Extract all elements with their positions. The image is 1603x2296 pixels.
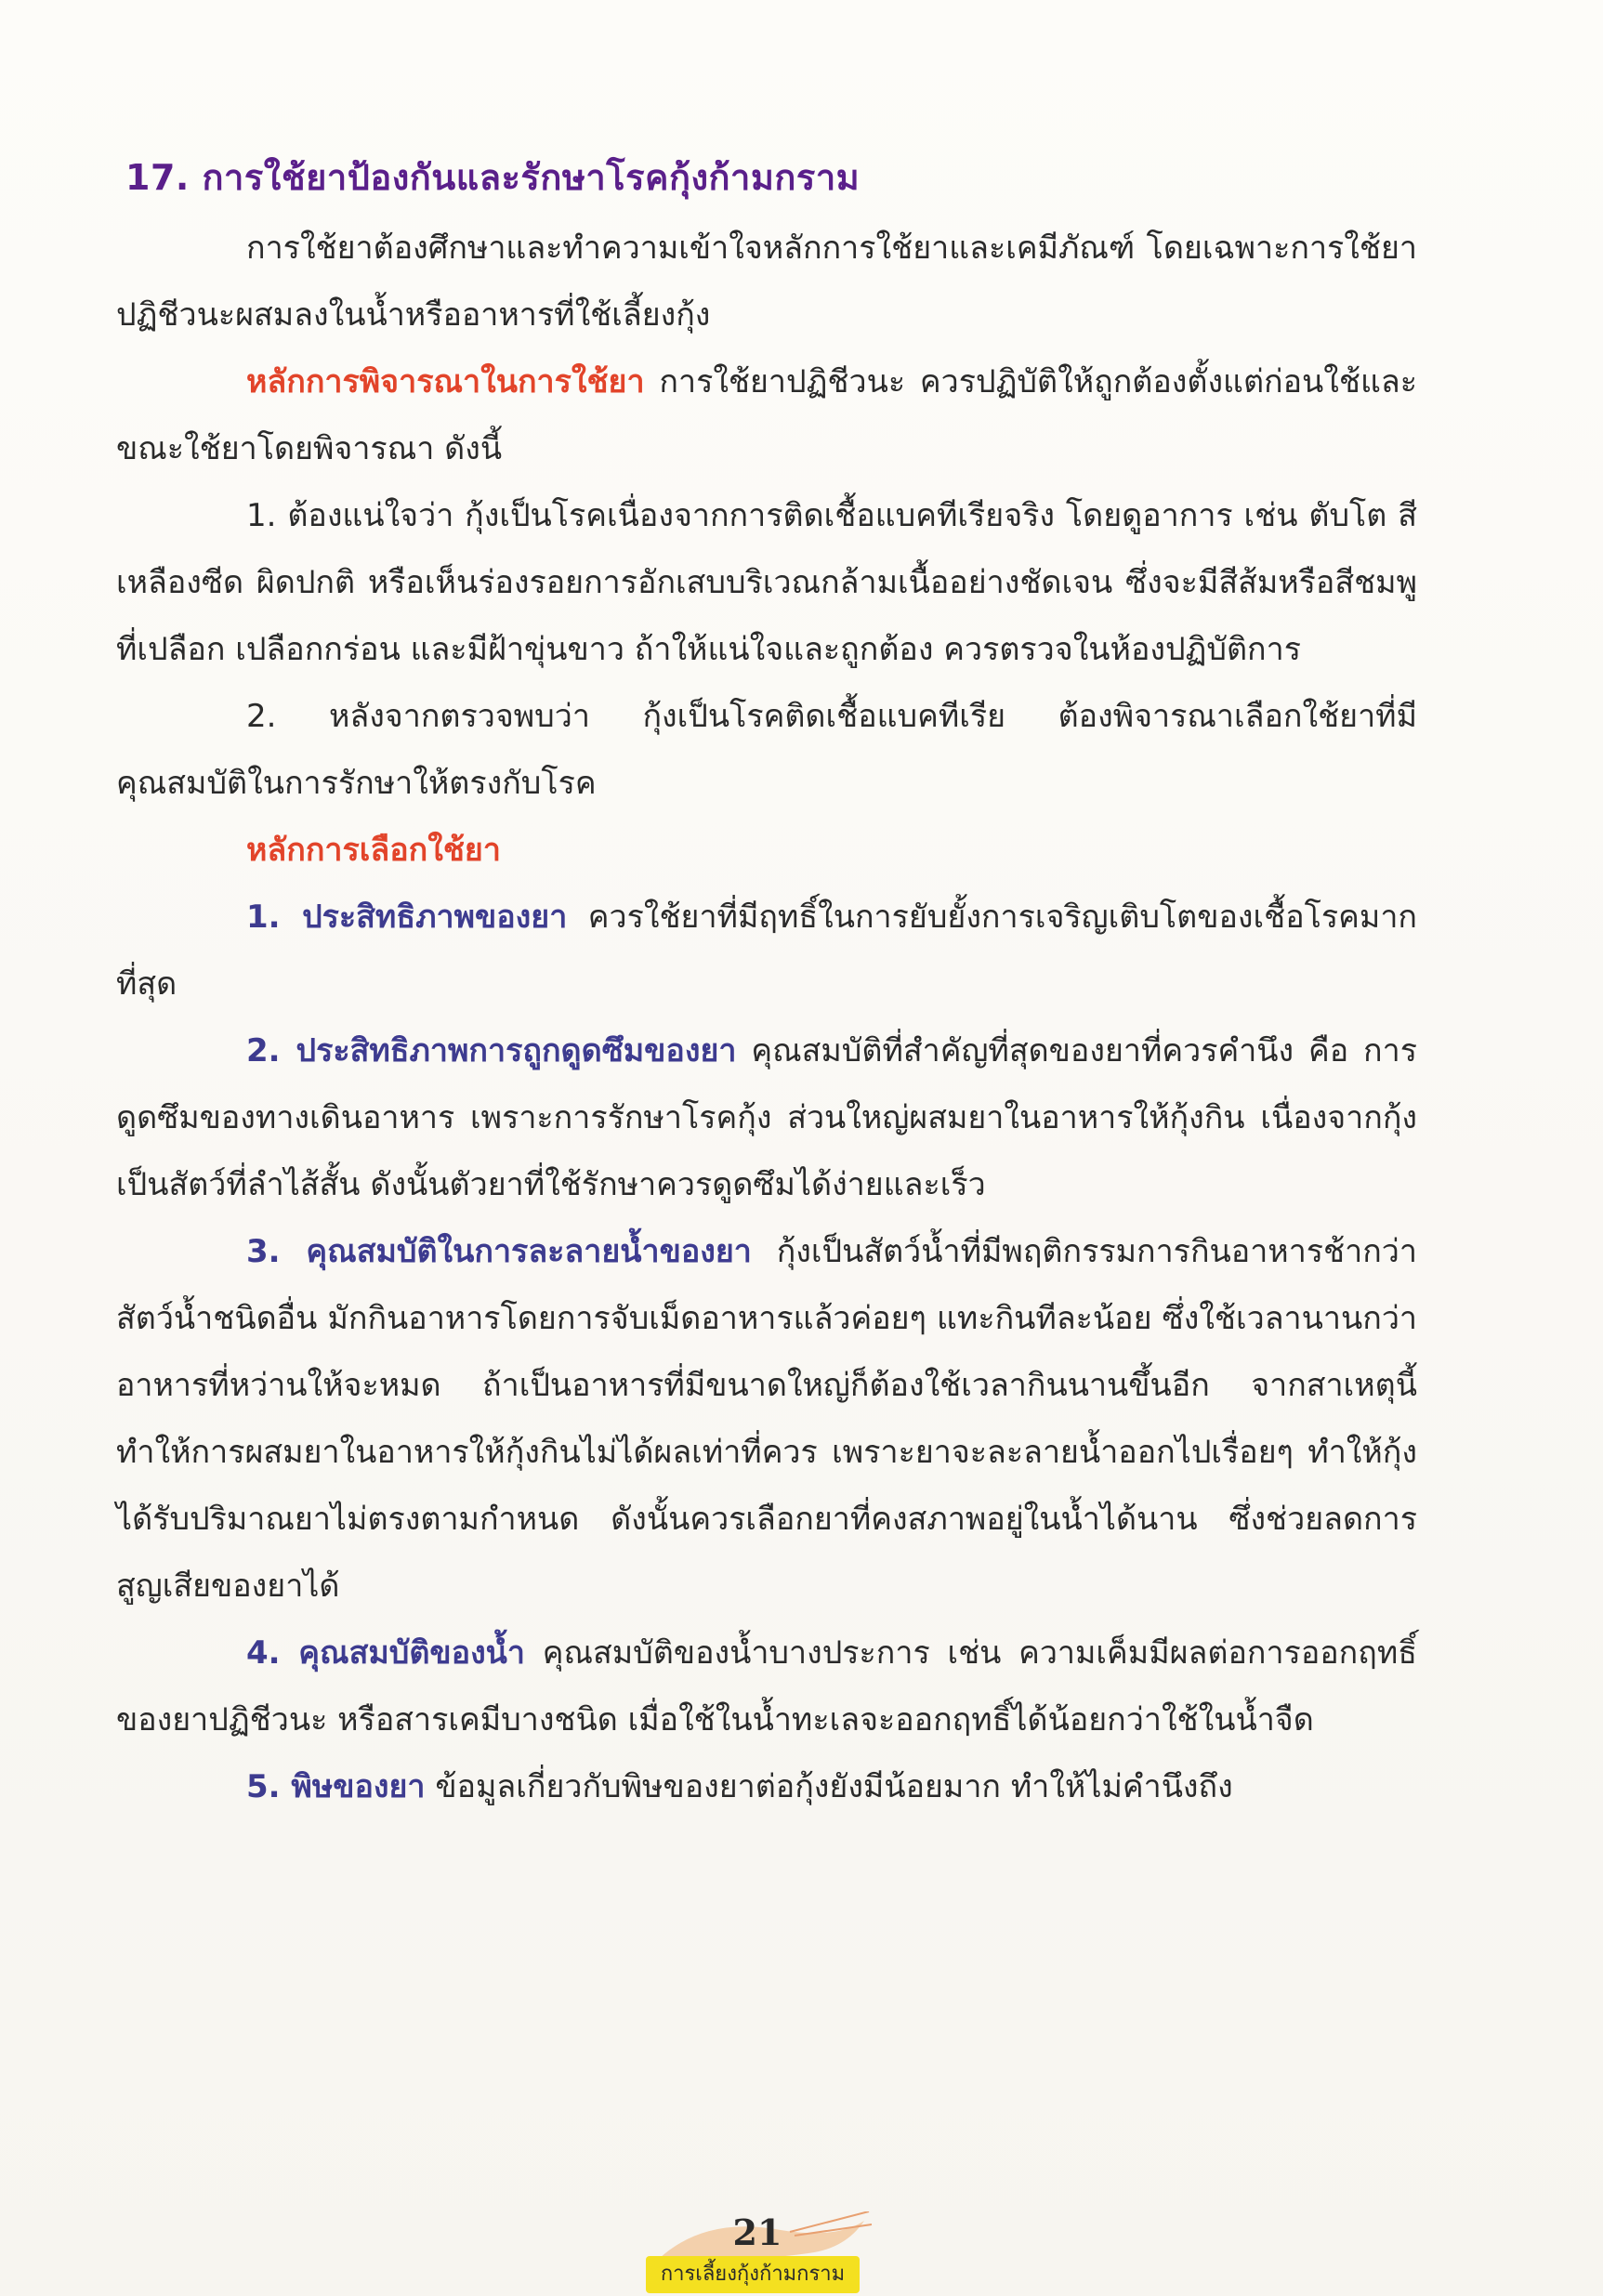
intro-paragraph: การใช้ยาต้องศึกษาและทำความเข้าใจหลักการใช้ยาและเคมีภัณฑ์ โดยเฉพาะการใช้ยาปฏิชีวนะผสมลงในน้ำหรืออาหารที่ใช้เลี้ยงกุ้ง (116, 230, 1417, 334)
selection-item-label: 4. คุณสมบัติของน้ำ (246, 1634, 526, 1672)
selection-item-1 (116, 884, 1417, 1017)
selection-item-text: ข้อมูลเกี่ยวกับพิษของยาต่อกุ้งยังมีน้อยมาก ทำให้ไม่คำนึงถึง (425, 1768, 1233, 1805)
selection-item-label: 5. พิษของยา (246, 1768, 426, 1805)
principles-label: หลักการพิจารณาในการใช้ยา (246, 363, 645, 400)
section-heading: 17. การใช้ยาป้องกันและรักษาโรคกุ้งก้ามกราม (125, 157, 861, 198)
selection-item-3 (116, 1218, 1417, 1620)
selection-item-4 (116, 1620, 1417, 1753)
principle-item-2: 2. หลังจากตรวจพบว่า กุ้งเป็นโรคติดเชื้อแบคทีเรีย ต้องพิจารณาเลือกใช้ยาที่มีคุณสมบัติในการรักษาให้ตรงกับโรค (116, 698, 1417, 802)
principle-item-1: 1. ต้องแน่ใจว่า กุ้งเป็นโรคเนื่องจากการติดเชื้อแบคทีเรียจริง โดยดูอาการ เช่น ตับโต สีเหลืองซีด ผิดปกติ หรือเห็นร่องรอยการอักเสบบริเวณกล้ามเนื้ออย่างชัดเจน ซึ่งจะมีสีส้มหรือสีชมพูที่เปลือก เปลือกกร่อน และมีฝ้าขุ่นขาว ถ้าให้แน่ใจและถูกต้อง ควรตรวจในห้องปฏิบัติการ (116, 497, 1417, 668)
selection-item-text: คุณสมบัติที่สำคัญที่สุดของยาที่ควรคำนึง คือ การดูดซึมของทางเดินอาหาร เพราะการรักษาโรคกุ้ง ส่วนใหญ่ผสมยาในอาหารให้กุ้งกิน เนื่องจากกุ้งเป็นสัตว์ที่ลำไส้สั้น ดังนั้นตัวยาที่ใช้รักษาควรดูดซึมได้ง่ายและเร็ว (116, 1032, 1417, 1203)
selection-item-label: 3. คุณสมบัติในการละลายน้ำของยา (246, 1233, 752, 1270)
selection-heading (116, 817, 1417, 884)
selection-item-text: ควรใช้ยาที่มีฤทธิ์ในการยับยั้งการเจริญเติบโตของเชื้อโรคมากที่สุด (116, 899, 1417, 1003)
selection-item-5 (116, 1753, 1417, 1820)
page-footer (632, 2211, 874, 2286)
selection-item-text: กุ้งเป็นสัตว์น้ำที่มีพฤติกรรมการกินอาหารช้ากว่าสัตว์น้ำชนิดอื่น มักกินอาหารโดยการจับเม็ดอาหารแล้วค่อยๆ แทะกินทีละน้อย ซึ่งใช้เวลานานกว่าอาหารที่หว่านให้จะหมด ถ้าเป็นอาหารที่มีขนาดใหญ่ก็ต้องใช้เวลากินนานขึ้นอีก จากสาเหตุนี้ทำให้การผสมยาในอาหารให้กุ้งกินไม่ได้ผลเท่าที่ควร เพราะยาจะละลายน้ำออกไปเรื่อยๆ ทำให้กุ้งได้รับปริมาณยาไม่ตรงตามกำหนด ดังนั้นควรเลือกยาที่คงสภาพอยู่ในน้ำได้นาน ซึ่งช่วยลดการสูญเสียของยาได้ (116, 1233, 1417, 1605)
selection-item-2 (116, 1017, 1417, 1218)
selection-item-label: 2. ประสิทธิภาพการถูกดูดซึมของยา (246, 1032, 737, 1069)
selection-item-text: คุณสมบัติของน้ำบางประการ เช่น ความเค็มมีผลต่อการออกฤทธิ์ของยาปฏิชีวนะ หรือสารเคมีบางชนิด เมื่อใช้ในน้ำทะเลจะออกฤทธิ์ได้น้อยกว่าใช้ในน้ำจืด (116, 1634, 1417, 1738)
selection-item-label: 1. ประสิทธิภาพของยา (246, 899, 568, 936)
book-title-badge: การเลี้ยงกุ้งก้ามกราม (646, 2256, 860, 2293)
page-number: 21 (732, 2211, 782, 2253)
principles-text: การใช้ยาปฏิชีวนะ ควรปฏิบัติให้ถูกต้องตั้งแต่ก่อนใช้และขณะใช้ยาโดยพิจารณา ดังนี้ (116, 363, 1417, 467)
selection-label: หลักการเลือกใช้ยา (246, 832, 501, 869)
principles-paragraph (116, 348, 1417, 482)
page-content (116, 149, 1417, 1820)
